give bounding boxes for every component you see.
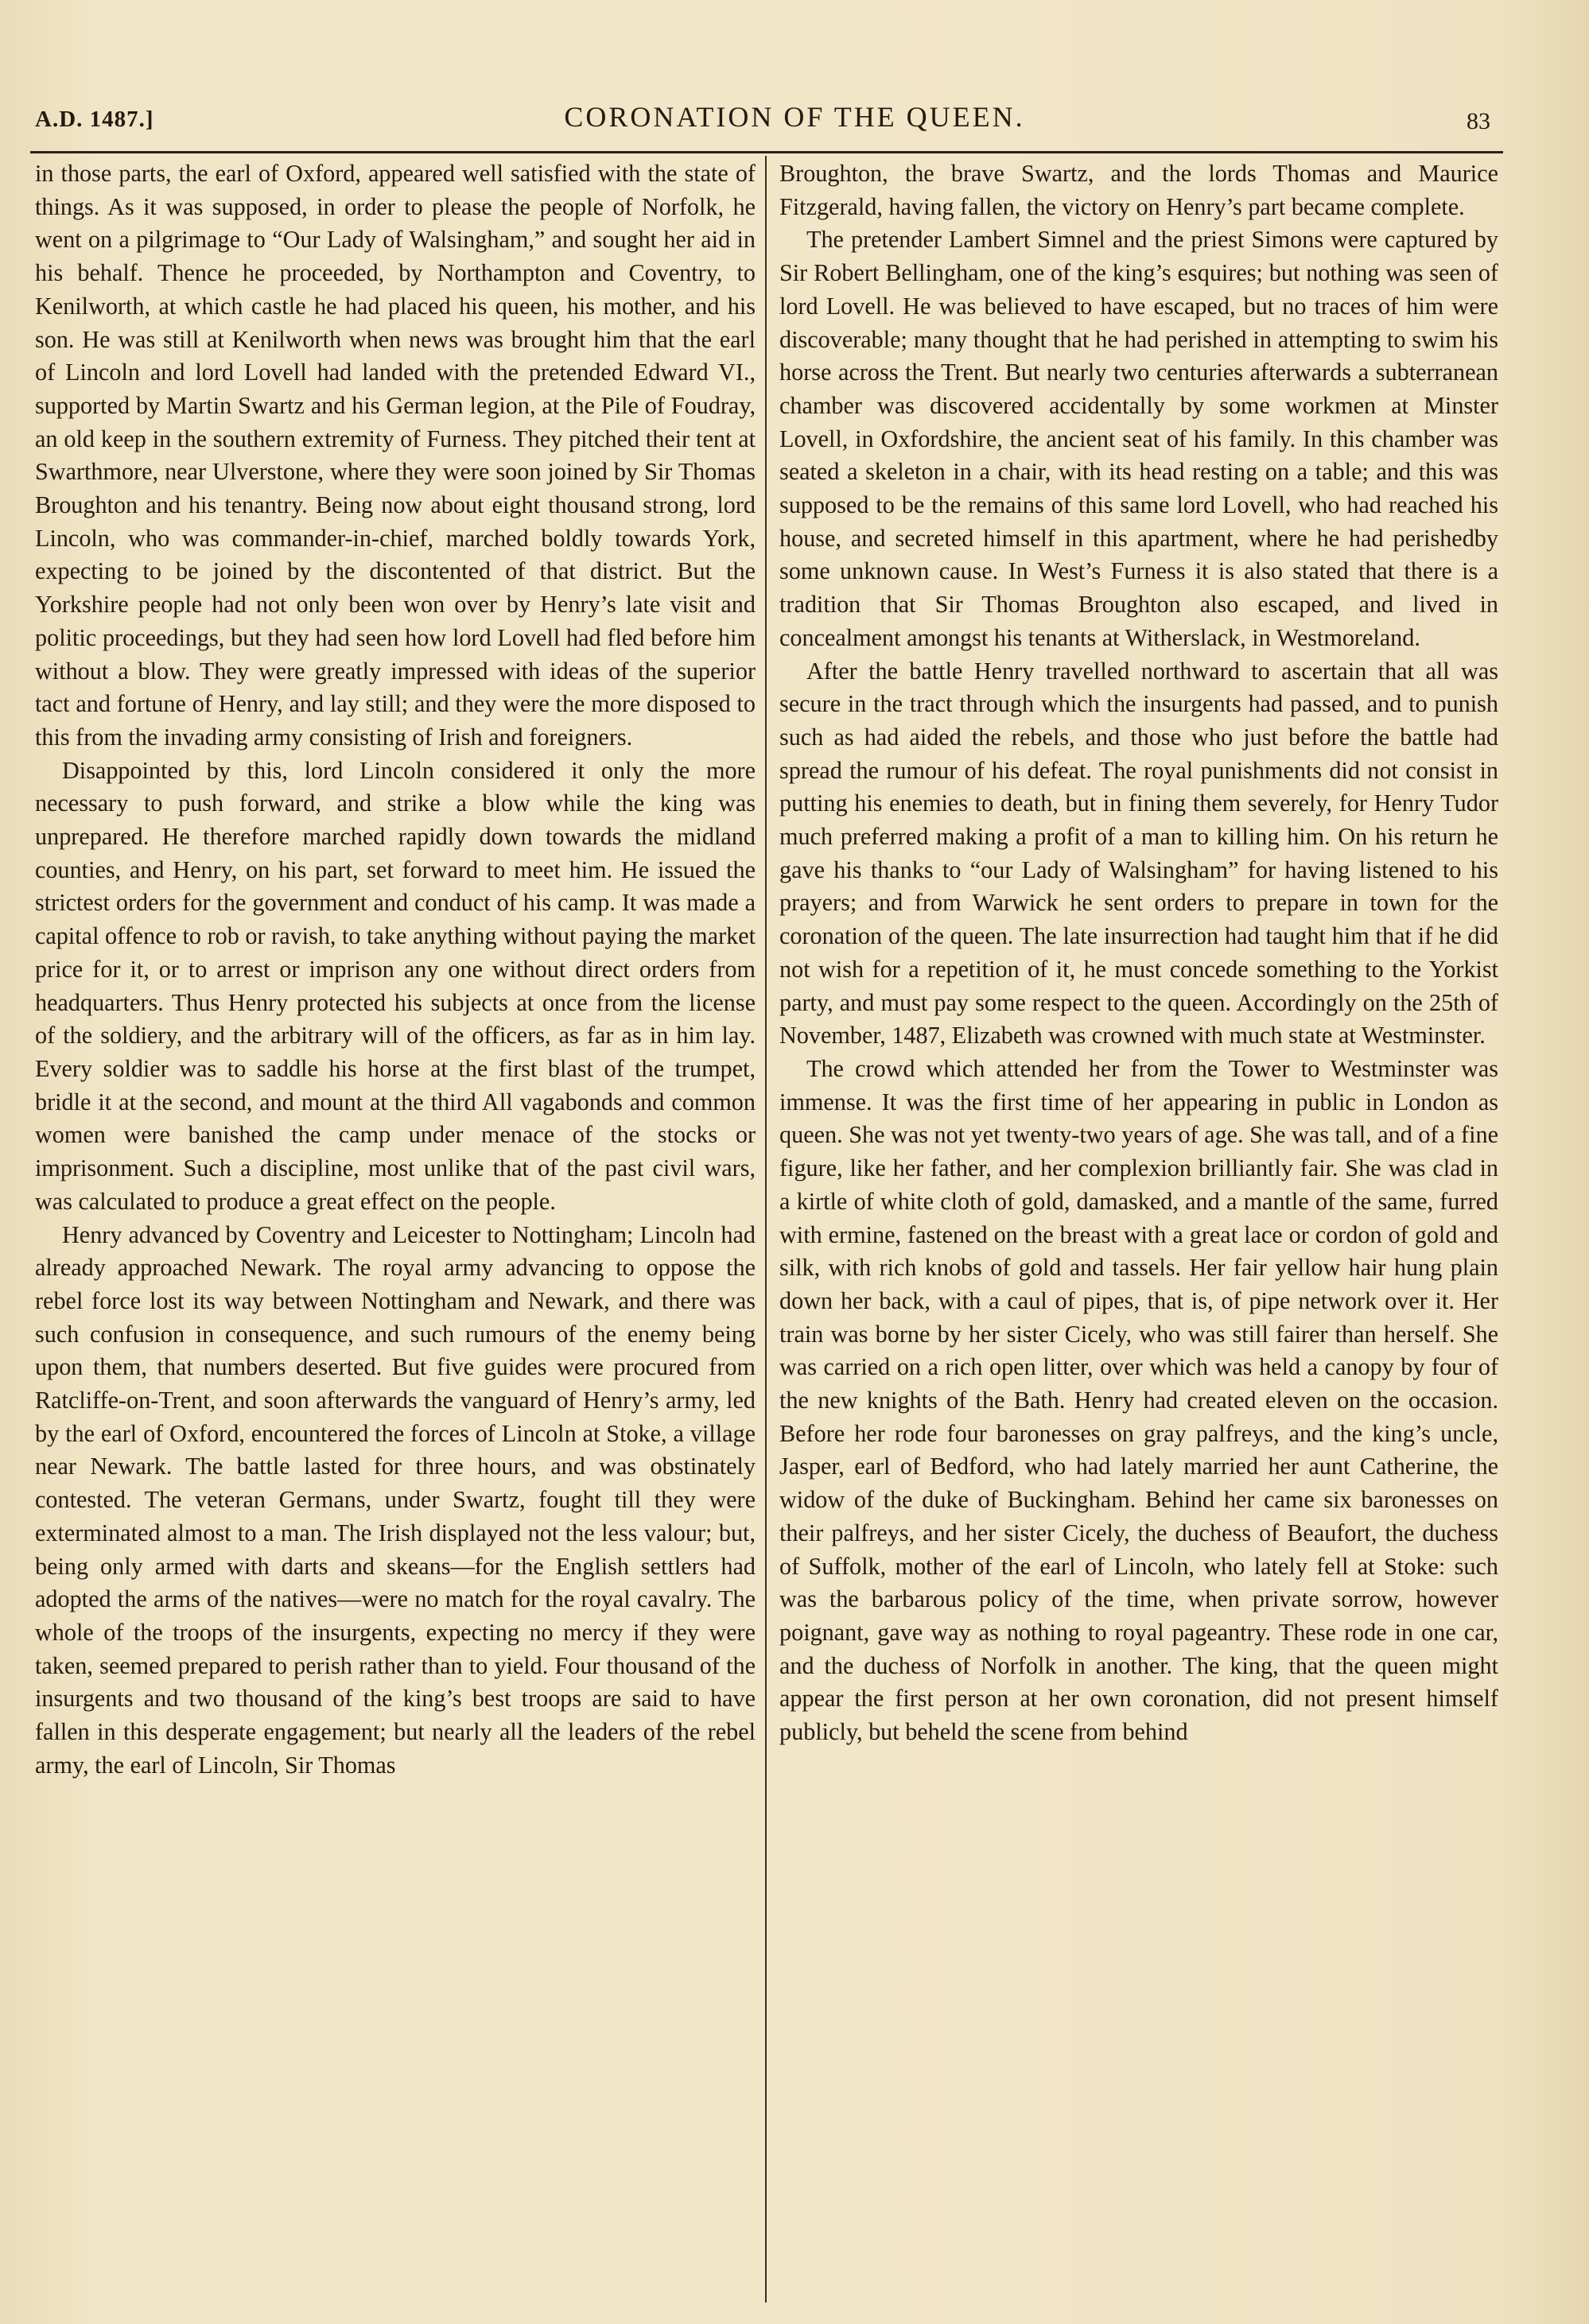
column-divider xyxy=(765,156,767,2303)
right-paragraph-1: Broughton, the brave Swartz, and the lords Thomas and Maurice Fitzgerald, having fallen, the victory on Henry’s part became complete. xyxy=(779,160,1498,220)
header-rule xyxy=(30,151,1503,153)
header-title: CORONATION OF THE QUEEN. xyxy=(564,101,1025,133)
page-number: 83 xyxy=(1467,108,1490,134)
left-paragraph-2: Disappointed by this, lord Lincoln considered it only the more necessary to push forward, and strike a blow while the king was unprepared. He therefore marched rapidly down towards the midland counties, and Henry, on his part, set forward to meet him. He issued the strictest orders for the government and conduct of his camp. It was made a capital offence to rob or ravish, to take anything without paying the market price for it, or to arrest or imprison any one without direct orders from headquarters. Thus Henry protected his subjects at once from the license of the soldiery, and the arbitrary will of the officers, as far as in him lay. Every soldier was to saddle his horse at the first blast of the trumpet, bridle it at the second, and mount at the third All vagabonds and common women were banished the camp under menace of the stocks or imprisonment. Such a discipline, most unlike that of the past civil wars, was calculated to produce a great effect on the people. xyxy=(35,756,756,1215)
left-paragraph-1: in those parts, the earl of Oxford, appeared well satisfied with the state of things. As it was supposed, in order to please the people of Norfolk, he went on a pilgrimage to “Our Lady of Walsingham,” and sought her aid in his behalf. Thence he proceeded, by Northampton and Coventry, to Kenilworth, at which castle he had placed his queen, his mother, and his son. He was still at Kenilworth when news was brought him that the earl of Lincoln and lord Lovell had landed with the pretended Edward VI., supported by Martin Swartz and his German legion, at the Pile of Foudray, an old keep in the southern extremity of Furness. They pitched their tent at Swarthmore, near Ulverstone, where they were soon joined by Sir Thomas Broughton and his tenantry. Being now about eight thousand strong, lord Lincoln, who was commander-in-chief, marched boldly towards York, expecting to be joined by the discontented of that district. But the Yorkshire people had not only been won over by Henry’s late visit and politic proceedings, but they had seen how lord Lovell had fled before him without a blow. They were greatly impressed with ideas of the superior tact and fortune of Henry, and lay still; and they were the more disposed to this from the invading army consisting of Irish and foreigners. xyxy=(35,160,756,751)
right-paragraph-3: After the battle Henry travelled northward to ascertain that all was secure in the tract through which the insurgents had passed, and to punish such as had aided the rebels, and those who just before the battle had spread the rumour of his defeat. The royal punishments did not consist in putting his enemies to death, but in fining them severely, for Henry Tudor much preferred making a profit of a man to killing him. On his return he gave his thanks to “our Lady of Walsingham” for having listened to his prayers; and from Warwick he sent orders to prepare in town for the coronation of the queen. The late insurrection had taught him that if he did not wish for a repetition of it, he must concede something to the Yorkist party, and must pay some respect to the queen. Accordingly on the 25th of November, 1487, Elizabeth was crowned with much state at Westminster. xyxy=(779,657,1498,1049)
running-head xyxy=(0,100,1589,140)
left-paragraph-3: Henry advanced by Coventry and Leicester to Nottingham; Lincoln had already approached Newark. The royal army advancing to oppose the rebel force lost its way between Nottingham and Newark, and there was such confusion in consequence, and such rumours of the enemy being upon them, that numbers deserted. But five guides were procured from Ratcliffe-on-Trent, and soon afterwards the vanguard of Henry’s army, led by the earl of Oxford, encountered the forces of Lincoln at Stoke, a village near Newark. The battle lasted for three hours, and was obstinately contested. The veteran Germans, under Swartz, fought till they were exterminated almost to a man. The Irish displayed not the less valour; but, being only armed with darts and skeans—for the English settlers had adopted the arms of the natives—were no match for the royal cavalry. The whole of the troops of the insurgents, expecting no mercy if they were taken, seemed prepared to perish rather than to yield. Four thousand of the insurgents and two thousand of the king’s best troops are said to have fallen in this desperate engagement; but nearly all the leaders of the rebel army, the earl of Lincoln, Sir Thomas xyxy=(35,1220,756,1779)
header-date: A.D. 1487.] xyxy=(35,107,154,132)
right-paragraph-4: The crowd which attended her from the Tower to Westminster was immense. It was the first time of her appearing in public in London as queen. She was not yet twenty-two years of age. She was tall, and of a fine figure, like her father, and her complexion brilliantly fair. She was clad in a kirtle of white cloth of gold, damasked, and a mantle of the same, furred with ermine, fastened on the breast with a great lace or cordon of gold and silk, with rich knobs of gold and tassels. Her fair yellow hair hung plain down her back, with a caul of pipes, that is, of pipe network over it. Her train was borne by her sister Cicely, who was still fairer than herself. She was carried on a rich open litter, over which was held a canopy by four of the new knights of the Bath. Henry had created eleven on the occasion. Before her rode four baronesses on gray palfreys, and the king’s uncle, Jasper, earl of Bedford, who had lately married her aunt Catherine, the widow of the duke of Buckingham. Behind her came six baronesses on their palfreys, and her sister Cicely, the duchess of Beaufort, the duchess of Suffolk, mother of the earl of Lincoln, who lately fell at Stoke: such was the barbarous policy of the time, when private sorrow, however poignant, gave way as nothing to royal pageantry. These rode in one car, and the duchess of Norfolk in another. The king, that the queen might appear the first person at her own coronation, did not present himself publicly, but beheld the scene from behind xyxy=(779,1054,1498,1746)
left-column xyxy=(35,157,756,1782)
right-paragraph-2: The pretender Lambert Simnel and the priest Simons were captured by Sir Robert Bellingham, one of the king’s esquires; but nothing was seen of lord Lovell. He was believed to have escaped, but no traces of him were discoverable; many thought that he had perished in attempting to swim his horse across the Trent. But nearly two centuries afterwards a subterranean chamber was discovered accidentally by some workmen at Minster Lovell, in Oxfordshire, the ancient seat of his family. In this chamber was seated a skeleton in a chair, with its head resting on a table; and this was supposed to be the remains of this same lord Lovell, who had reached his house, and secreted himself in this apartment, where he had perishedby some unknown cause. In West’s Furness it is also stated that there is a tradition that Sir Thomas Broughton also escaped, and lived in concealment amongst his tenants at Witherslack, in Westmoreland. xyxy=(779,226,1498,651)
right-column xyxy=(779,157,1498,1749)
